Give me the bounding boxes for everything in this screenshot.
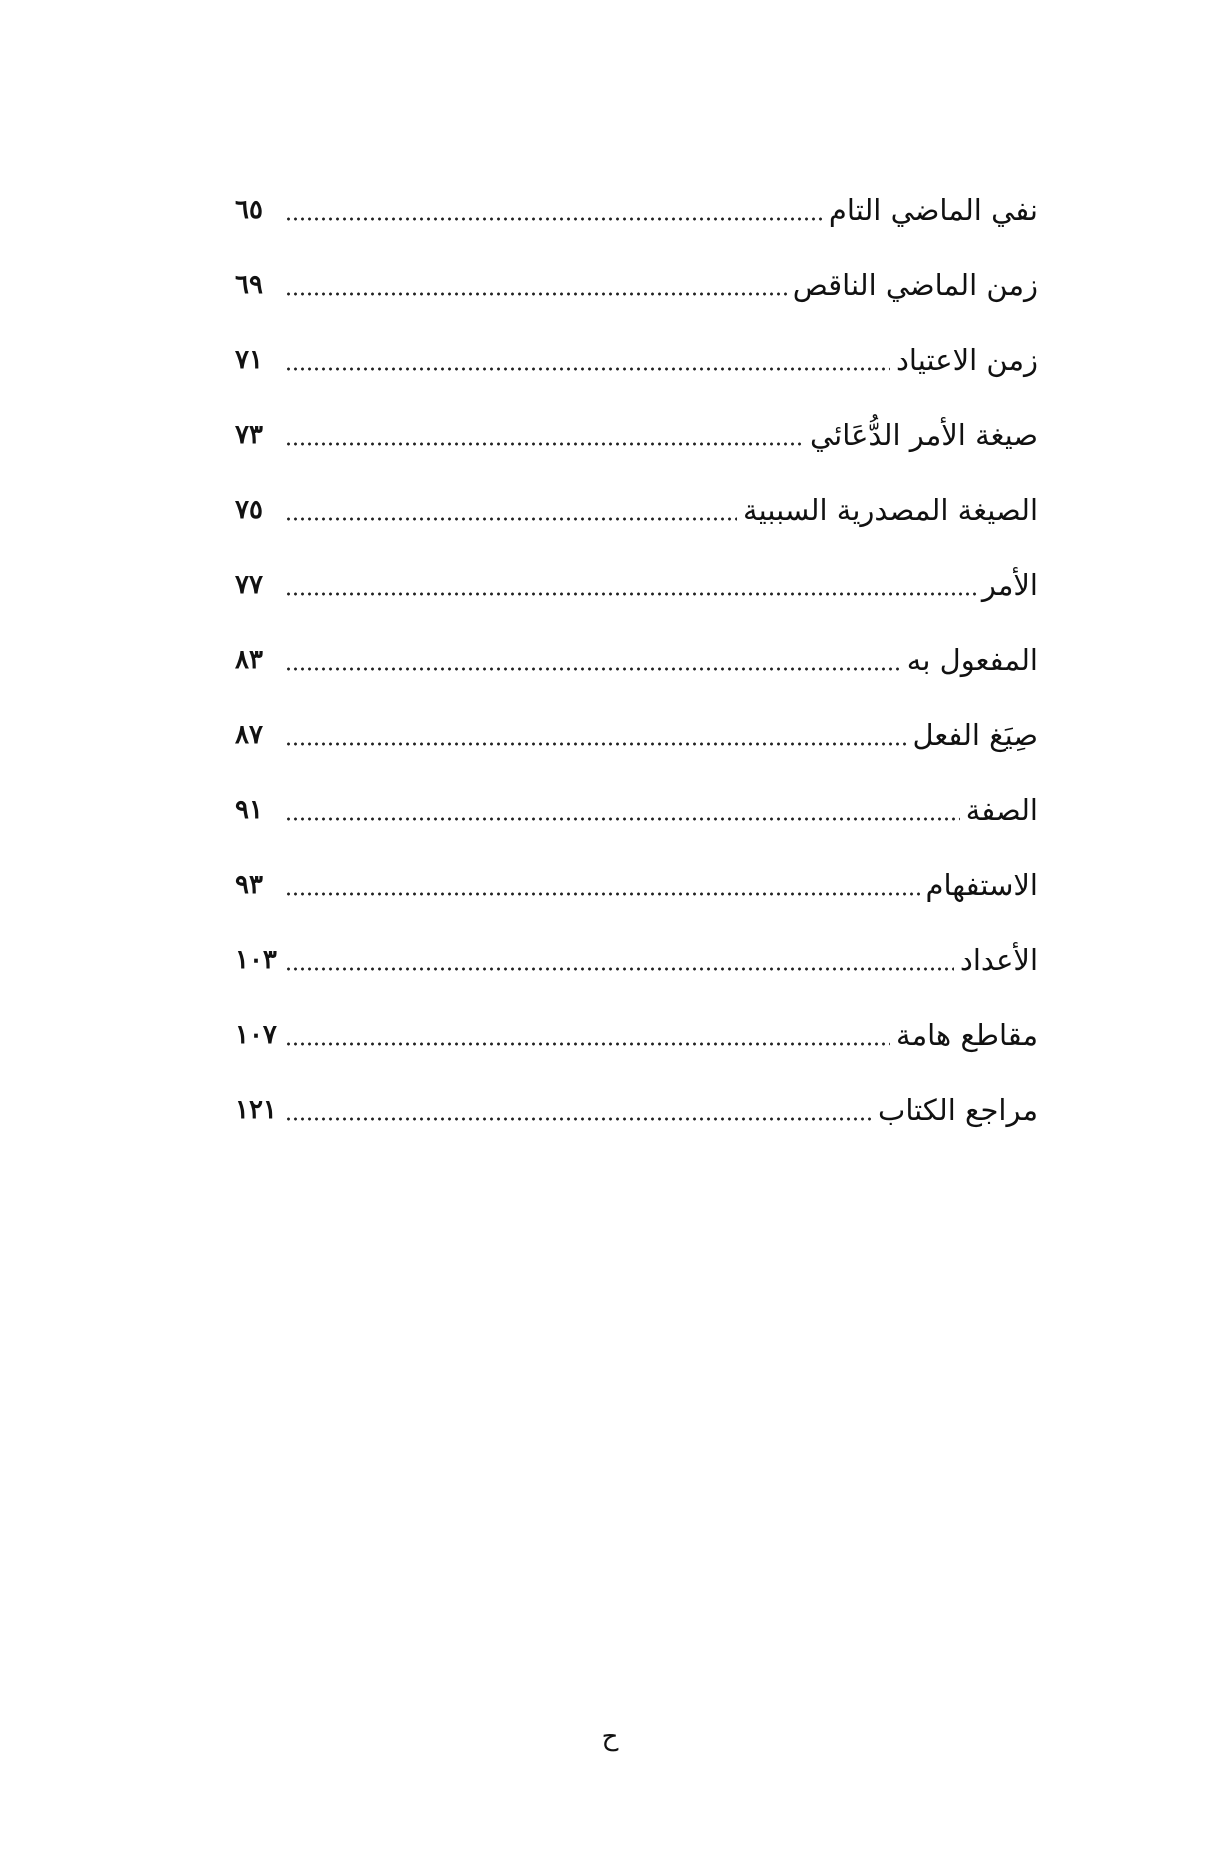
- dot-leader: [285, 413, 804, 457]
- toc-entry-title: صِيَغ الفعل: [912, 718, 1038, 752]
- toc-entry-title: نفي الماضي التام: [828, 193, 1038, 227]
- toc-entry[interactable]: [235, 713, 1038, 788]
- dot-leader: [285, 188, 823, 232]
- toc-entry-title: الأمر: [981, 568, 1038, 602]
- dot-leader: [285, 263, 787, 307]
- toc-entry-page: ٧٣: [235, 420, 263, 450]
- toc-entry[interactable]: [235, 788, 1038, 863]
- toc-entry-title: الصيغة المصدرية السببية: [743, 493, 1038, 527]
- toc-entry[interactable]: [235, 638, 1038, 713]
- dot-leader: [285, 638, 901, 682]
- toc-entry-page: ٧١: [235, 345, 263, 375]
- dot-leader: [285, 1013, 890, 1057]
- toc-entry-title: صيغة الأمر الدُّعَائي: [810, 418, 1038, 452]
- toc-entry-title: الأعداد: [959, 943, 1038, 977]
- dot-leader: [285, 488, 737, 532]
- page-number: ح: [601, 1722, 619, 1752]
- dot-leader: [285, 1088, 872, 1132]
- toc-entry[interactable]: [235, 263, 1038, 338]
- toc-entry[interactable]: [235, 1088, 1038, 1163]
- toc-entry[interactable]: [235, 1013, 1038, 1088]
- toc-entry-title: مراجع الكتاب: [878, 1093, 1038, 1127]
- toc-entry-page: ٦٩: [235, 270, 263, 300]
- dot-leader: [285, 788, 960, 832]
- toc-entry[interactable]: [235, 863, 1038, 938]
- toc-entry-title: الصفة: [965, 793, 1038, 827]
- toc-entry-page: ٩٣: [235, 870, 263, 900]
- toc-entry-page: ٩١: [235, 795, 263, 825]
- toc-entry-page: ٦٥: [235, 195, 263, 225]
- toc-entry-title: زمن الاعتياد: [896, 343, 1038, 377]
- toc-entry-page: ٧٥: [235, 495, 263, 525]
- toc-entry-page: ٨٧: [235, 720, 263, 750]
- toc-entry-title: المفعول به: [906, 643, 1038, 677]
- dot-leader: [285, 563, 976, 607]
- toc-entry-title: مقاطع هامة: [896, 1018, 1038, 1052]
- toc-entry-page: ٨٣: [235, 645, 263, 675]
- toc-entry-page: ١٢١: [235, 1095, 277, 1125]
- toc-entry-title: الاستفهام: [925, 868, 1038, 902]
- dot-leader: [285, 338, 890, 382]
- toc-entry-page: ٧٧: [235, 570, 263, 600]
- toc-entry-title: زمن الماضي الناقص: [792, 268, 1038, 302]
- toc-entry-page: ١٠٣: [235, 945, 277, 975]
- toc-entry[interactable]: [235, 563, 1038, 638]
- dot-leader: [285, 863, 920, 907]
- toc-entry[interactable]: [235, 938, 1038, 1013]
- toc-entry[interactable]: [235, 338, 1038, 413]
- toc-entry-page: ١٠٧: [235, 1020, 277, 1050]
- toc-entry[interactable]: [235, 488, 1038, 563]
- table-of-contents: [235, 188, 1038, 1163]
- toc-entry[interactable]: [235, 413, 1038, 488]
- dot-leader: [285, 938, 954, 982]
- toc-entry[interactable]: [235, 188, 1038, 263]
- dot-leader: [285, 713, 906, 757]
